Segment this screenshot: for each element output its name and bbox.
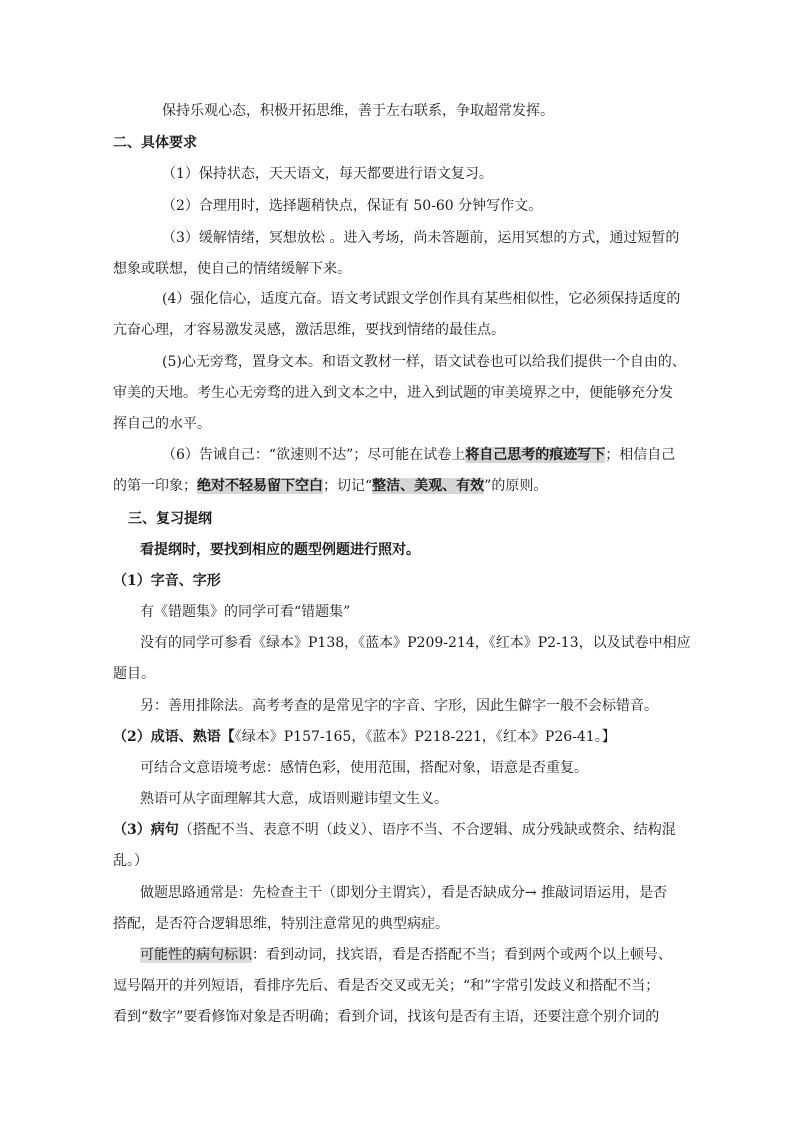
requirement-1: （1）保持状态，天天语文，每天都要进行语文复习。	[162, 166, 493, 182]
subsection-3-para-2-line-2: 逗号隔开的并列短语，看排序先后、看是否交叉或无关；“和”字常引发歧义和搭配不当；	[113, 978, 660, 994]
subsection-1-para-2-line-1: 没有的同学可参看《绿本》P138，《蓝本》P209-214，《红本》P2-13，以及试卷中相应	[140, 635, 691, 651]
subsection-1-para-3: 另：善用排除法。高考考查的是常见字的字音、字形，因此生僻字一般不会标错音。	[140, 698, 658, 714]
subsection-3-heading: （3）病句	[113, 822, 179, 838]
requirement-3-line-1: （3）缓解情绪，冥想放松 。进入考场，尚未答题前，运用冥想的方式，通过短暂的	[162, 230, 680, 246]
subsection-3-types: （搭配不当、表意不明（歧义）、语序不当、不合逻辑、成分残缺或赘余、结构混	[178, 822, 676, 838]
highlight-trace-of-thinking: 将自己思考的痕迹写下	[465, 447, 606, 463]
requirement-6-line-2	[113, 476, 547, 496]
requirement-4-line-1: (4）强化信心，适度亢奋。语文考试跟文学创作具有某些相似性，它必须保持适度的	[162, 291, 681, 307]
subsection-3-para-2-text: ：看到动词，找宾语，看是否搭配不当；看到两个或两个以上顿号、	[252, 947, 672, 963]
requirement-5-line-2: 审美的天地。考生心无旁骛的进入到文本之中，进入到试题的审美境界之中，便能够充分发	[113, 385, 673, 401]
requirement-6-line-1	[162, 445, 675, 465]
section-heading-outline: 三、复习提纲	[128, 511, 212, 527]
requirement-5-line-1: (5)心无旁骛，置身文本。和语文教材一样，语文试卷也可以给我们提供一个自由的、	[162, 354, 686, 370]
outline-note: 看提纲时，要找到相应的题型例题进行照对。	[140, 542, 420, 558]
subsection-3-para-1-line-2: 搭配，是否符合逻辑思维，特别注意常见的典型病症。	[113, 916, 449, 932]
section-heading-requirements: 二、具体要求	[113, 135, 197, 151]
subsection-sentences-title	[113, 820, 676, 840]
requirement-6-text: 的第一印象；	[113, 478, 197, 494]
requirement-6-text: ；切记“	[323, 478, 373, 494]
subsection-1-para-2-line-2: 题目。	[113, 666, 155, 682]
subsection-2-refs: 《绿本》P157-165，《蓝本》P218-221，《红本》P26-41。】	[234, 729, 616, 745]
subsection-idioms-title	[113, 727, 616, 747]
subsection-pronunciation-title: （1）字音、字形	[113, 573, 221, 589]
highlight-no-blanks: 绝对不轻易留下空白	[197, 478, 323, 494]
requirement-6-text: ；相信自己	[605, 447, 676, 463]
subsection-3-para-2-line-3: 看到“数字”要看修饰对象是否明确；看到介词，找该句是否有主语，还要注意个别介词的	[113, 1009, 660, 1025]
requirement-6-text: ”的原则。	[484, 478, 548, 494]
subsection-2-heading: （2）成语、熟语【	[113, 729, 235, 745]
subsection-2-para-1: 可结合文意语境考虑：感情色彩，使用范围，搭配对象，语意是否重复。	[140, 760, 588, 776]
requirement-4-line-2: 亢奋心理，才容易激发灵感，激活思维，要找到情绪的最佳点。	[113, 322, 505, 338]
subsection-1-para-1: 有《错题集》的同学可看“错题集”	[140, 604, 351, 620]
requirement-2: （2）合理用时，选择题稍快点，保证有 50-60 分钟写作文。	[162, 198, 543, 214]
requirement-6-text: （6）告诫自己：“欲速则不达”；尽可能在试卷上	[162, 447, 466, 463]
highlight-possible-markers: 可能性的病句标识	[140, 947, 252, 963]
subsection-2-para-2: 熟语可从字面理解其大意，成语则避讳望文生义。	[140, 791, 448, 807]
highlight-principles: 整洁、美观、有效	[372, 478, 485, 494]
subsection-3-title-line-2: 乱。）	[113, 853, 148, 869]
intro-paragraph: 保持乐观心态，积极开拓思维，善于左右联系，争取超常发挥。	[162, 103, 554, 119]
subsection-3-para-1-line-1: 做题思路通常是：先检查主干（即划分主谓宾），看是否缺成分→ 推敲词语运用，是否	[140, 885, 668, 901]
subsection-3-para-2-line-1	[140, 945, 672, 965]
requirement-5-line-3: 挥自己的水平。	[113, 416, 211, 432]
requirement-3-line-2: 想象或联想，使自己的情绪缓解下来。	[113, 261, 351, 277]
